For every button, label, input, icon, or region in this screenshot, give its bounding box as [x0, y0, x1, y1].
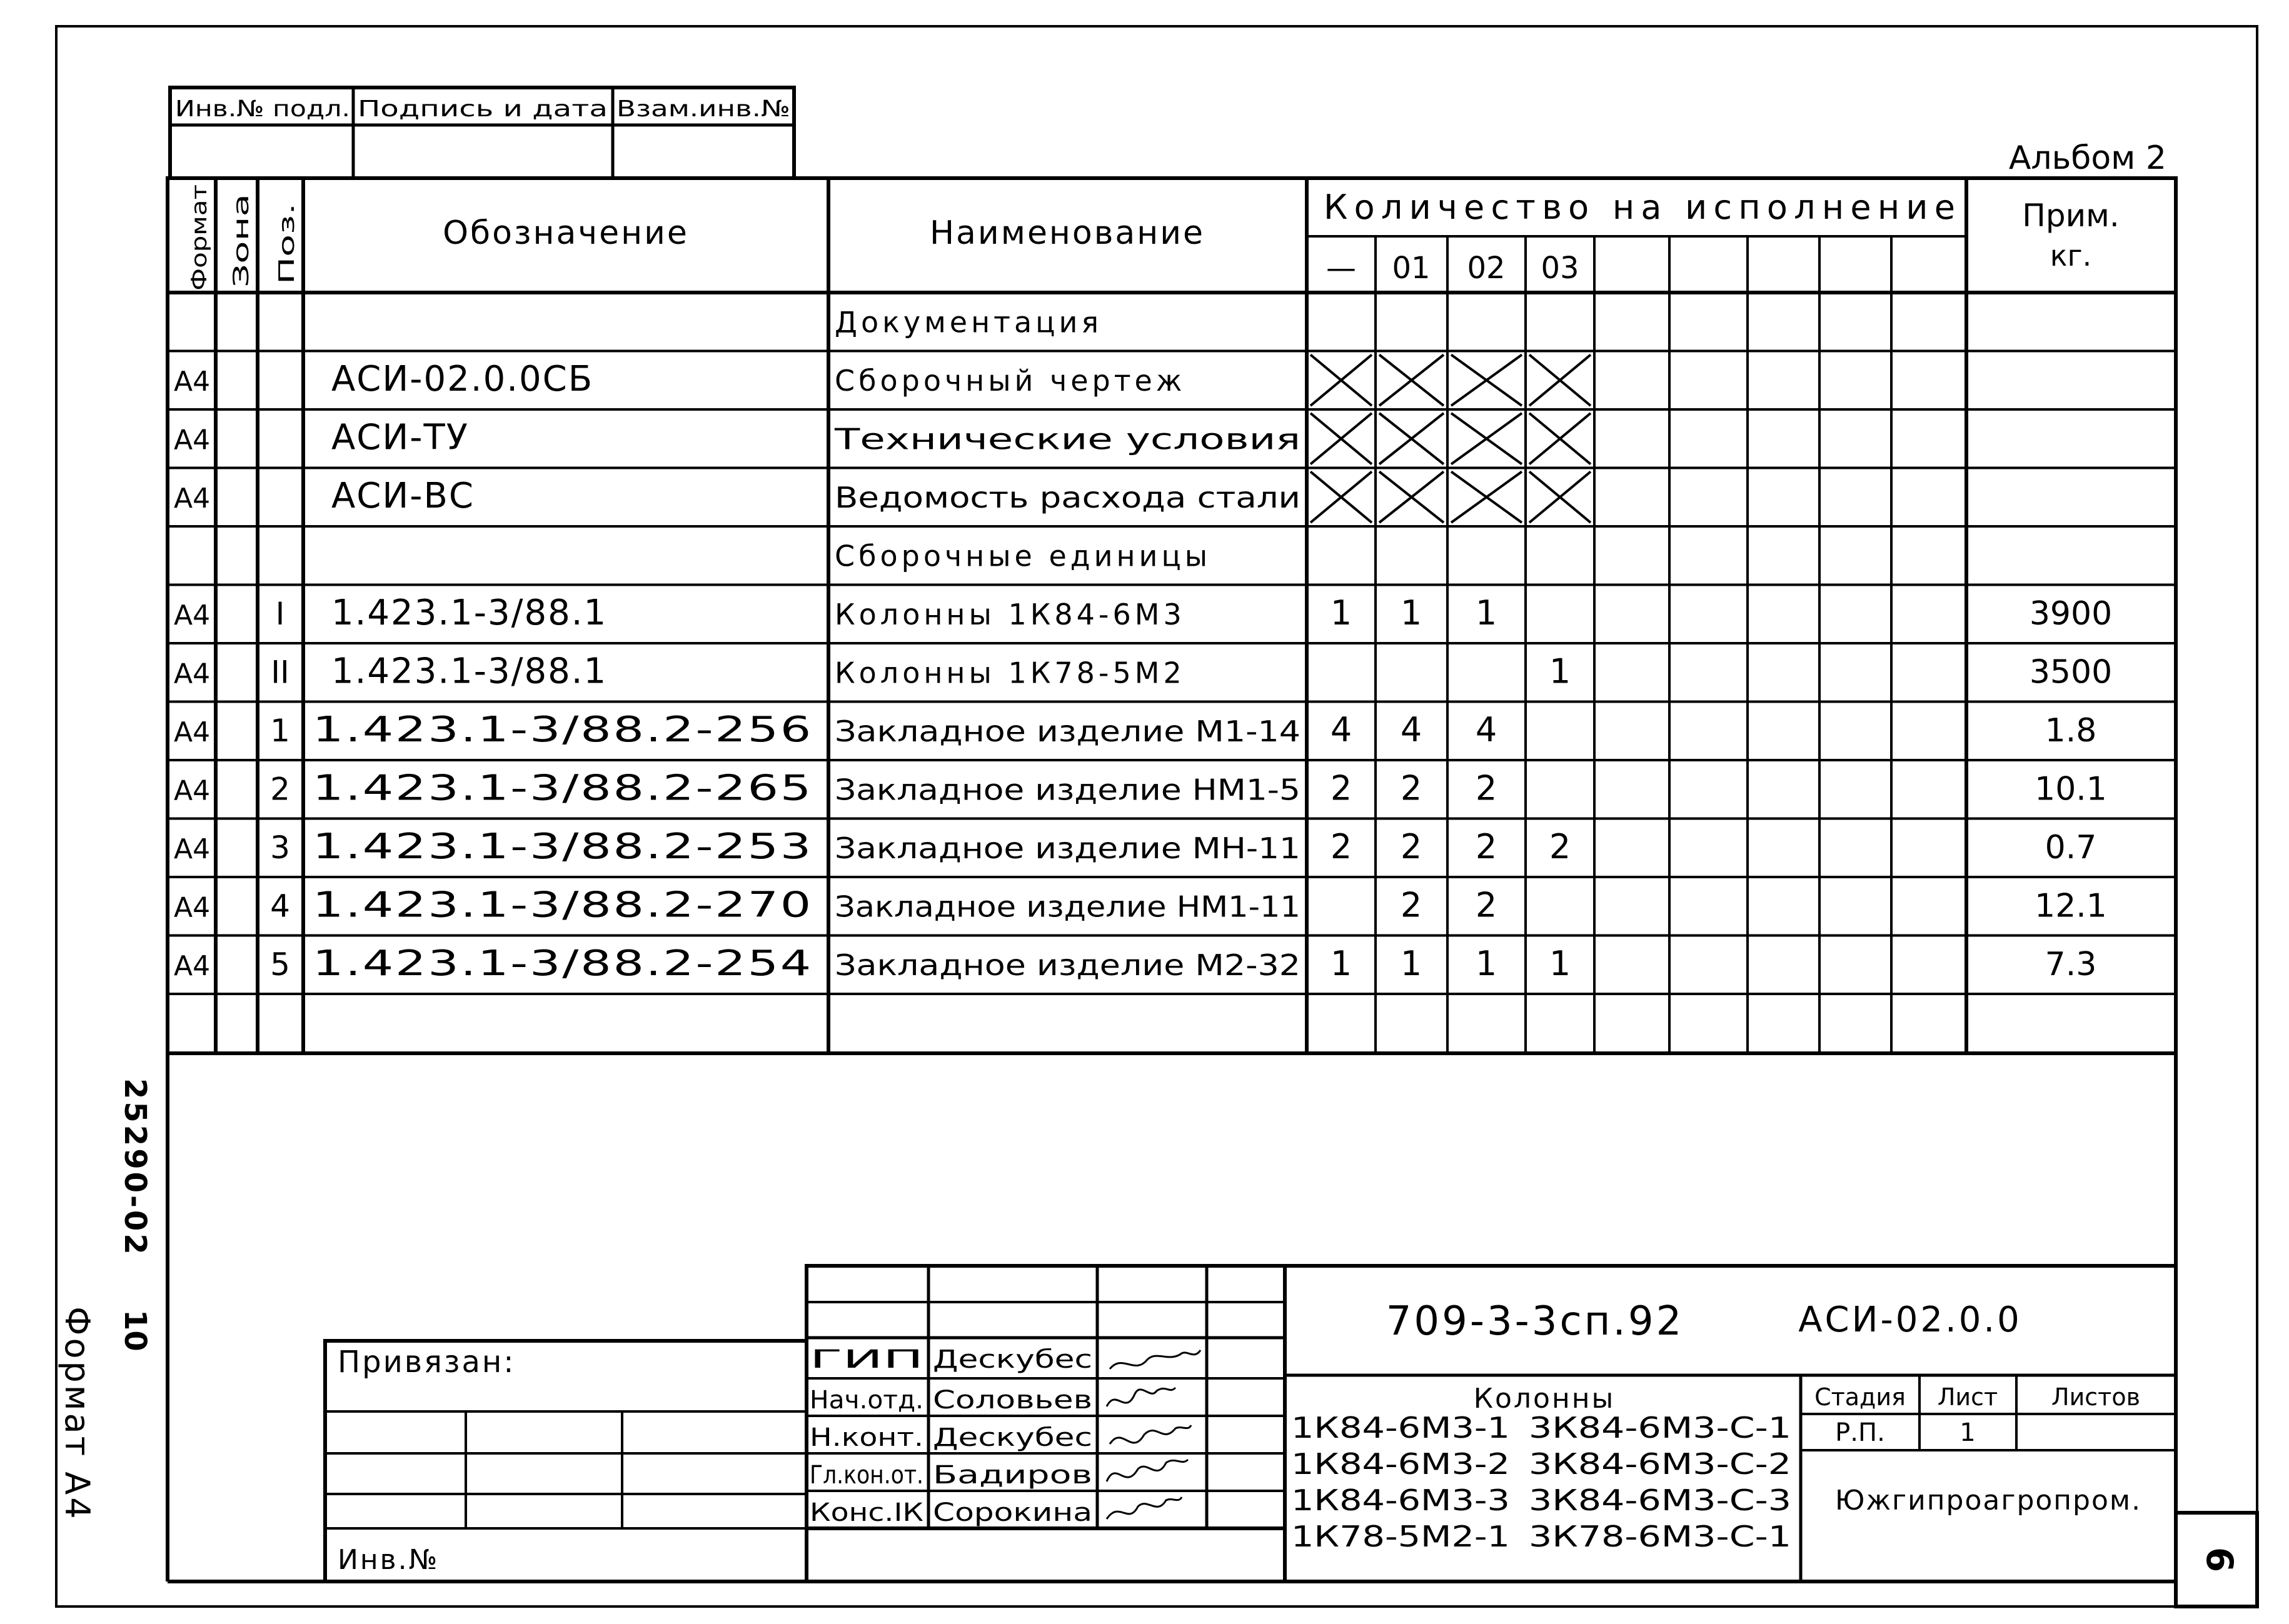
- role-person: Дескубес: [933, 1345, 1092, 1374]
- role-title: Нач.отд.: [810, 1386, 923, 1415]
- stage-label: Стадия: [1814, 1383, 1906, 1411]
- role-title: ГИП: [810, 1345, 923, 1374]
- row-format: А4: [174, 833, 211, 866]
- header-name: Наименование: [929, 214, 1205, 252]
- role-person: Дескубес: [933, 1423, 1092, 1452]
- row-name: Закладное изделие НМ1-5: [835, 773, 1300, 807]
- doc-code: АСИ-02.0.0: [1798, 1300, 2022, 1340]
- row-format: А4: [174, 366, 211, 398]
- row-name: Сборочные единицы: [835, 539, 1212, 573]
- row-designation: 1.423.1-3/88.1: [331, 593, 608, 634]
- page-number-box: [2176, 1513, 2257, 1606]
- row-quantity: 2: [1475, 768, 1497, 808]
- row-quantity: 4: [1475, 710, 1497, 750]
- header-note: Прим.: [2022, 198, 2120, 234]
- not-applicable-cross: [1529, 472, 1591, 523]
- row-name: Технические условия: [833, 422, 1300, 456]
- row-designation: АСИ-ТУ: [331, 417, 469, 458]
- table-row: [174, 885, 2107, 926]
- row-name: Колонны 1К78-5М2: [835, 656, 1185, 690]
- row-quantity: 2: [1549, 827, 1571, 867]
- not-applicable-cross: [1379, 355, 1444, 406]
- title-variant-left: 1К84-6М3-1: [1291, 1411, 1510, 1445]
- side-doc-number: 25290-02: [118, 1078, 153, 1257]
- row-note-weight: 3500: [2029, 653, 2113, 691]
- title-variant-right: 3К84-6М3-С-3: [1529, 1483, 1791, 1517]
- row-position: II: [271, 654, 289, 691]
- side-num-10: 10: [118, 1310, 153, 1351]
- row-note-weight: 10.1: [2035, 770, 2107, 808]
- role-person: Бадиров: [933, 1461, 1092, 1490]
- header-variant-01: 01: [1392, 251, 1431, 286]
- row-quantity: 2: [1400, 885, 1422, 925]
- row-quantity: 1: [1330, 593, 1352, 633]
- role-title: Гл.кон.от.: [810, 1461, 923, 1490]
- header-pos: Поз.: [274, 237, 299, 284]
- header-signature-date: Подпись и дата: [358, 96, 608, 122]
- row-designation: 1.423.1-3/88.2-270: [313, 885, 813, 926]
- row-designation: 1.423.1-3/88.1: [331, 651, 608, 692]
- row-position: 4: [270, 888, 290, 925]
- row-quantity: 1: [1549, 651, 1571, 691]
- title-variant-right: 3К84-6М3-С-1: [1529, 1411, 1791, 1445]
- not-applicable-cross: [1529, 413, 1591, 464]
- row-format: А4: [174, 716, 211, 749]
- inv-no-label: Инв.№: [338, 1544, 440, 1576]
- side-format: Формат А4: [58, 1306, 97, 1521]
- row-name: Закладное изделие М2-32: [835, 948, 1300, 983]
- not-applicable-cross: [1451, 413, 1522, 464]
- role-title: Н.конт.: [810, 1423, 923, 1452]
- project-code: 709-3-3сп.92: [1386, 1298, 1684, 1345]
- table-row: [174, 355, 1591, 406]
- header-zone: Зона: [229, 234, 254, 288]
- row-position: 2: [270, 771, 290, 808]
- row-designation: АСИ-ВС: [331, 476, 475, 517]
- not-applicable-cross: [1379, 413, 1444, 464]
- row-quantity: 4: [1330, 710, 1352, 750]
- not-applicable-cross: [1379, 472, 1444, 523]
- row-designation: 1.423.1-3/88.2-256: [313, 709, 813, 751]
- signature-scribbles: [1107, 1350, 1200, 1519]
- row-quantity: 2: [1475, 827, 1497, 867]
- stage-value: Р.П.: [1835, 1418, 1885, 1447]
- header-format: Формат: [187, 204, 212, 291]
- row-format: А4: [174, 891, 211, 924]
- row-quantity: 2: [1330, 768, 1352, 808]
- not-applicable-cross: [1311, 355, 1372, 406]
- not-applicable-cross: [1311, 472, 1372, 523]
- row-format: А4: [174, 774, 211, 807]
- row-note-weight: 3900: [2029, 595, 2113, 633]
- row-quantity: 2: [1400, 827, 1422, 867]
- row-name: Закладное изделие МН-11: [835, 831, 1300, 866]
- row-quantity: 2: [1400, 768, 1422, 808]
- page-number: 6: [2198, 1546, 2241, 1573]
- title-head: Колонны: [1473, 1383, 1616, 1415]
- header-vzam-inv: Взам.инв.№: [616, 96, 790, 122]
- sheet-value: 1: [1959, 1418, 1976, 1447]
- row-quantity: 2: [1330, 827, 1352, 867]
- sheet-label: Лист: [1937, 1383, 1998, 1411]
- row-quantity: 1: [1475, 593, 1497, 633]
- role-title: Конс.IК: [810, 1498, 923, 1527]
- not-applicable-cross: [1311, 413, 1372, 464]
- row-format: А4: [174, 950, 211, 983]
- top-stamp: [170, 88, 794, 178]
- title-variant-left: 1К78-5М2-1: [1291, 1520, 1510, 1553]
- table-row: [174, 593, 2112, 633]
- row-designation: АСИ-02.0.0СБ: [331, 359, 594, 400]
- header-variant-03: 03: [1541, 251, 1579, 286]
- row-quantity: 1: [1330, 944, 1352, 984]
- header-variant-base: —: [1326, 251, 1356, 286]
- title-variant-right: 3К84-6М3-С-2: [1529, 1447, 1791, 1481]
- row-position: 5: [270, 946, 290, 983]
- not-applicable-cross: [1451, 355, 1522, 406]
- title-variant-left: 1К84-6М3-2: [1291, 1447, 1510, 1481]
- row-name: Колонны 1К84-6М3: [835, 598, 1185, 632]
- title-block: [325, 1266, 2176, 1581]
- row-quantity: 4: [1400, 710, 1422, 750]
- row-quantity: 1: [1400, 593, 1422, 633]
- table-row: [174, 826, 2096, 867]
- table-row: [174, 709, 2096, 750]
- table-row: [174, 768, 2107, 809]
- row-format: А4: [174, 424, 211, 456]
- not-applicable-cross: [1529, 355, 1591, 406]
- role-person: Соловьев: [933, 1386, 1092, 1415]
- row-format: А4: [174, 483, 211, 515]
- header-quantity: Количество на исполнение: [1324, 188, 1955, 227]
- title-variant-left: 1К84-6М3-3: [1291, 1483, 1510, 1517]
- row-designation: 1.423.1-3/88.2-254: [313, 943, 813, 985]
- row-name: Ведомость расхода стали: [835, 481, 1300, 515]
- album-label: Альбом 2: [2008, 139, 2166, 177]
- specification-table: [168, 178, 2176, 1053]
- table-row: [174, 472, 1591, 523]
- header-variant-02: 02: [1467, 251, 1506, 286]
- row-position: I: [275, 596, 285, 633]
- row-format: А4: [174, 599, 211, 632]
- row-position: 1: [270, 713, 290, 749]
- row-name: Документация: [835, 305, 1103, 339]
- role-person: Сорокина: [933, 1498, 1092, 1527]
- title-variant-right: 3К78-6М3-С-1: [1529, 1520, 1791, 1553]
- row-quantity: 1: [1400, 944, 1422, 984]
- organization: Южгипроагропром.: [1834, 1485, 2142, 1516]
- table-row: [835, 306, 1102, 339]
- privyazan-label: Привязан:: [338, 1345, 516, 1380]
- not-applicable-cross: [1451, 472, 1522, 523]
- row-name: Закладное изделие М1-14: [835, 714, 1300, 749]
- table-row: [174, 651, 2112, 692]
- row-note-weight: 0.7: [2045, 829, 2097, 867]
- row-note-weight: 1.8: [2045, 712, 2097, 750]
- row-designation: 1.423.1-3/88.2-265: [313, 768, 813, 809]
- row-position: 3: [270, 830, 290, 866]
- row-quantity: 1: [1549, 944, 1571, 984]
- table-row: [174, 943, 2096, 984]
- row-note-weight: 7.3: [2045, 946, 2097, 984]
- row-note-weight: 12.1: [2035, 887, 2107, 925]
- row-quantity: 2: [1475, 885, 1497, 925]
- row-format: А4: [174, 658, 211, 690]
- header-designation: Обозначение: [443, 214, 689, 252]
- row-quantity: 1: [1475, 944, 1497, 984]
- row-name: Закладное изделие НМ1-11: [835, 890, 1300, 924]
- table-row: [835, 539, 1211, 573]
- row-name: Сборочный чертеж: [835, 364, 1186, 398]
- row-designation: 1.423.1-3/88.2-253: [313, 826, 813, 868]
- header-inv-podl: Инв.№ подл.: [175, 96, 350, 122]
- table-row: [174, 413, 1591, 464]
- sheets-label: Листов: [2051, 1383, 2140, 1411]
- header-note-unit: кг.: [2050, 239, 2092, 273]
